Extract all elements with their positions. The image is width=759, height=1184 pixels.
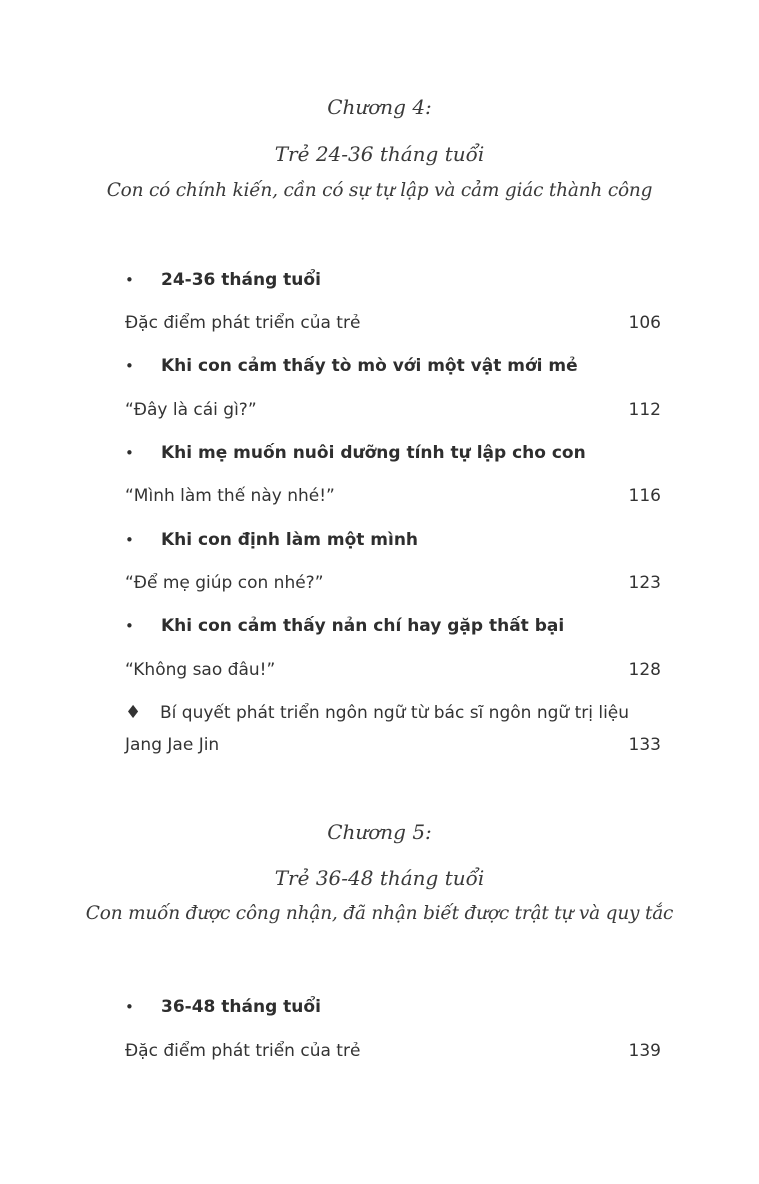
section-heading-text: Khi con cảm thấy tò mò với một vật mới mẻ <box>161 356 578 376</box>
bullet-icon: • <box>125 271 134 289</box>
toc-section-heading <box>125 995 661 1019</box>
toc-section-heading <box>125 354 661 378</box>
toc-entry[interactable] <box>125 398 661 422</box>
toc-entry-page-number: 139 <box>628 1041 661 1061</box>
special-entry-author: Jang Jae Jin <box>125 735 220 755</box>
toc-section-heading <box>125 528 661 552</box>
chapter-5-subtitle: Con muốn được công nhận, đã nhận biết được trật tự và quy tắc <box>85 903 674 924</box>
toc-entry-page-number: 112 <box>628 400 661 420</box>
toc-entry[interactable] <box>125 571 661 595</box>
bullet-icon: • <box>125 357 134 375</box>
section-heading-text: Khi con cảm thấy nản chí hay gặp thất bại <box>161 616 565 636</box>
toc-entry-page-number: 133 <box>628 735 661 755</box>
special-entry-title: Bí quyết phát triển ngôn ngữ từ bác sĩ ngôn ngữ trị liệu <box>160 703 630 723</box>
bullet-icon: • <box>125 998 134 1016</box>
chapter-5-label: Chương 5: <box>327 820 432 844</box>
chapter-4-age-range: Trẻ 24-36 tháng tuổi <box>274 142 485 166</box>
toc-entry-title: “Mình làm thế này nhé!” <box>125 486 335 506</box>
section-heading-text: 24-36 tháng tuổi <box>161 270 321 290</box>
toc-entry-title: “Đây là cái gì?” <box>125 400 257 420</box>
toc-entry-page-number: 123 <box>628 573 661 593</box>
toc-entry[interactable] <box>125 658 661 682</box>
toc-special-entry[interactable] <box>125 701 661 725</box>
toc-entry[interactable] <box>125 1039 661 1063</box>
section-heading-text: Khi mẹ muốn nuôi dưỡng tính tự lập cho con <box>161 443 586 463</box>
chapter-5-age-range: Trẻ 36-48 tháng tuổi <box>274 866 485 890</box>
toc-entry-page-number: 116 <box>628 486 661 506</box>
toc-entry-title: “Không sao đâu!” <box>125 660 276 680</box>
toc-entry-page-number: 128 <box>628 660 661 680</box>
bullet-icon: • <box>125 617 134 635</box>
chapter-4-subtitle: Con có chính kiến, cần có sự tự lập và cảm giác thành công <box>106 180 653 201</box>
diamond-icon: ♦ <box>125 702 142 723</box>
section-heading-text: Khi con định làm một mình <box>161 530 419 550</box>
toc-entry[interactable] <box>125 733 661 757</box>
toc-section-heading <box>125 268 661 292</box>
bullet-icon: • <box>125 531 134 549</box>
toc-entry[interactable] <box>125 311 661 335</box>
toc-entry-page-number: 106 <box>628 313 661 333</box>
toc-entry-title: Đặc điểm phát triển của trẻ <box>125 1041 361 1061</box>
chapter-4-label: Chương 4: <box>327 95 432 119</box>
toc-section-heading <box>125 441 661 465</box>
toc-section-heading <box>125 614 661 638</box>
toc-entry-title: Đặc điểm phát triển của trẻ <box>125 313 361 333</box>
section-heading-text: 36-48 tháng tuổi <box>161 997 321 1017</box>
toc-entry[interactable] <box>125 484 661 508</box>
bullet-icon: • <box>125 444 134 462</box>
toc-entry-title: “Để mẹ giúp con nhé?” <box>125 573 324 593</box>
